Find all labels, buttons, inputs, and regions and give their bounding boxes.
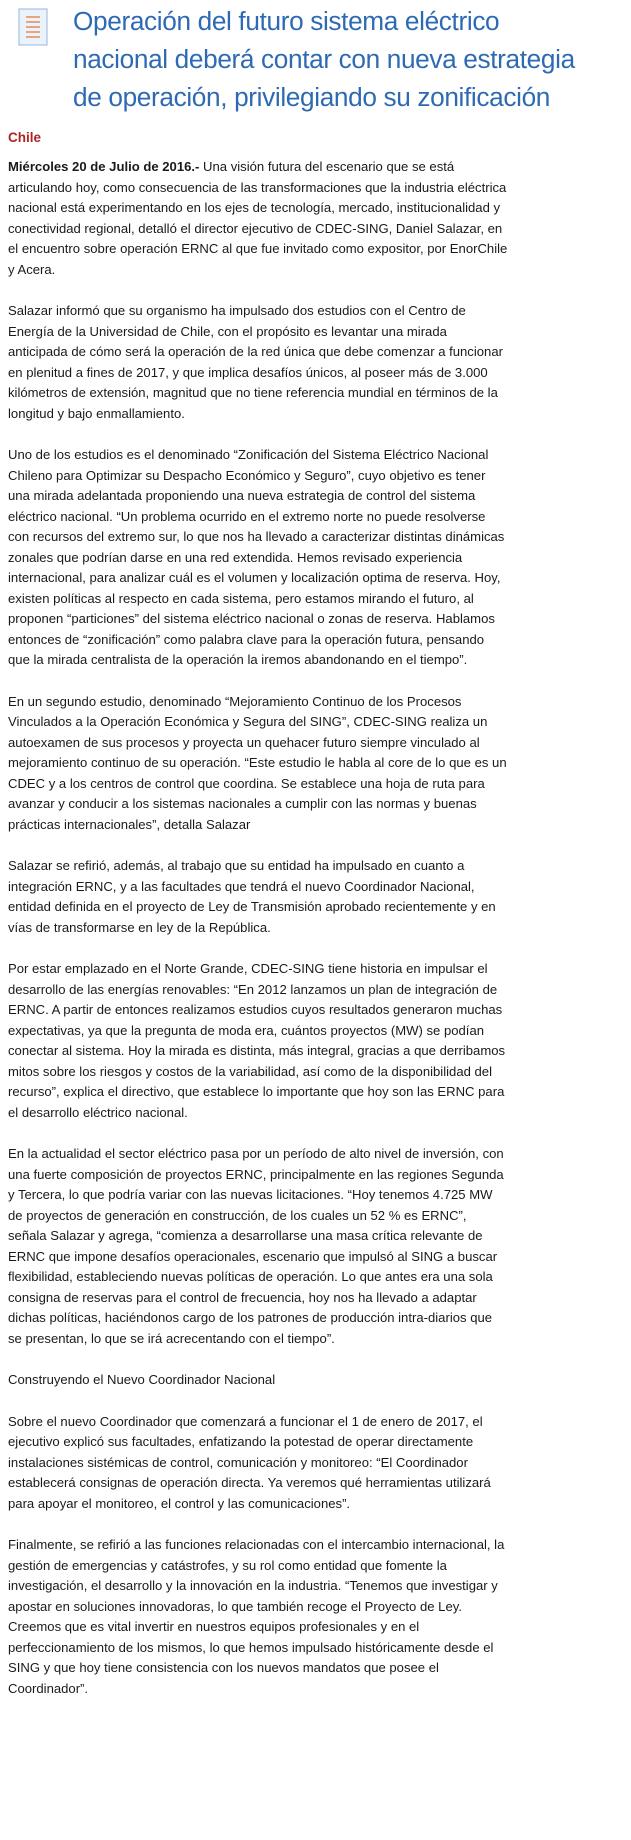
article-dateline: Miércoles 20 de Julio de 2016.- — [8, 159, 200, 174]
country-label: Chile — [8, 130, 42, 145]
title-line: Operación del futuro sistema eléctrico — [73, 6, 500, 36]
section-subheading: Construyendo el Nuevo Coordinador Nacional — [8, 1372, 276, 1387]
page-title — [73, 2, 623, 116]
title-line: nacional deberá contar con nueva estrategia — [73, 44, 575, 74]
paragraph-text: Una visión futura del escenario que se está articulando hoy, como consecuencia de las transformaciones que la industria eléctrica nacional está experimentando en los ejes de tecnología, mercado, institucionalidad y conectividad regional, detalló el director ejecutivo de CDEC-SING, Daniel Salazar, en el encuentro sobre operación ERNC al que fue invitado como expositor, por EnorChile y Acera. — [8, 159, 508, 277]
article-header — [0, 0, 631, 120]
title-line: de operación, privilegiando su zonificación — [73, 82, 551, 112]
article-paragraph: Salazar informó que su organismo ha impulsado dos estudios con el Centro de Energía de la Universidad de Chile, con el propósito es levantar una mirada anticipada de cómo será la operación de la red única que debe comenzar a funcionar en plenitud a fines de 2017, y que implica desafíos únicos, al poseer más de 3.000 kilómetros de extensión, magnitud que no tiene referencia mundial en términos de la longitud y bajo enmallamiento. — [8, 303, 503, 421]
document-icon — [18, 8, 48, 46]
article-body — [8, 157, 508, 1720]
article-paragraph: Finalmente, se refirió a las funciones relacionadas con el intercambio internacional, la gestión de emergencias y catástrofes, y su rol como entidad que fomente la investigación, el desarrollo y la innovación en la industria. “Tenemos que investigar y apostar en soluciones innovadoras, lo que también recoge el Proyecto de Ley. Creemos que es vital invertir en nuestros equipos profesionales y en el perfeccionamiento de los mismos, lo que hemos impulsado históricamente desde el SING y que hoy tiene consistencia con los nuevos mandatos que posee el Coordinador”. — [8, 1537, 505, 1696]
article-paragraph: En un segundo estudio, denominado “Mejoramiento Continuo de los Procesos Vinculados a la Operación Económica y Segura del SING”, CDEC-SING realiza un autoexamen de sus procesos y proyecta un quehacer futuro siempre vinculado al mejoramiento continuo de su operación. “Este estudio le habla al core de lo que es un CDEC y a los centros de control que coordina. Se establece una hoja de ruta para avanzar y conducir a los sistemas nacionales a cumplir con las normas y buenas prácticas internacionales”, detalla Salazar — [8, 693, 507, 832]
article-paragraph: Salazar se refirió, además, al trabajo que su entidad ha impulsado en cuanto a integración ERNC, y a las facultades que tendrá el nuevo Coordinador Nacional, entidad definida en el proyecto de Ley de Transmisión aprobado recientemente y en vías de transformarse en ley de la República. — [8, 858, 496, 935]
article-paragraph: Uno de los estudios es el denominado “Zonificación del Sistema Eléctrico Nacional Chileno para Optimizar su Despacho Económico y Seguro”, cuyo objetivo es tener una mirada adelantada proponiendo una nueva estrategia de control del sistema eléctrico nacional. “Un problema ocurrido en el extremo norte no puede resolverse con recursos del extremo sur, lo que nos ha llevado a caracterizar distintas dinámicas zonales que podrían darse en una red extendida. Hemos revisado experiencia internacional, para analizar cuál es el volumen y localización optima de reserva. Hoy, existen políticas al respecto en cada sistema, pero estamos mirando el futuro, al proponen “particiones” del sistema eléctrico nacional o zonas de reserva. Hablamos entonces de “zonificación” como palabra clave para la operación futura, pensando que la mirada centralista de la operación la iremos abandonando en el tiempo”. — [8, 447, 505, 667]
article-paragraph — [8, 157, 508, 280]
article-paragraph: En la actualidad el sector eléctrico pasa por un período de alto nivel de inversión, con una fuerte composición de proyectos ERNC, principalmente en las regiones Segunda y Tercera, lo que podría variar con las nuevas licitaciones. “Hoy tenemos 4.725 MW de proyectos de generación en construcción, de los cuales un 52 % es ERNC”, señala Salazar y agrega, “comienza a desarrollarse una masa crítica relevante de ERNC que impone desafíos operacionales, escenario que impulsó al SING a buscar flexibilidad, estableciendo nuevas políticas de operación. Lo que antes era una sola consigna de reservas para el control de frecuencia, hoy nos ha llevado a adaptar dichas políticas, haciéndonos cargo de los patrones de producción intra-diarios que se presentan, lo que se irá acrecentando con el tiempo”. — [8, 1146, 504, 1346]
article-paragraph: Por estar emplazado en el Norte Grande, CDEC-SING tiene historia en impulsar el desarrollo de las energías renovables: “En 2012 lanzamos un plan de integración de ERNC. A partir de entonces realizamos estudios cuyos resultados generaron muchas expectativas, ya que la pregunta de moda era, cuántos proyectos (MW) se podían conectar al sistema. Hoy la mirada es distinta, más integral, gracias a que derribamos mitos sobre los riesgos y costos de la variabilidad, así como de la disponibilidad del recurso”, explica el directivo, que establece lo importante que hoy son las ERNC para el desarrollo eléctrico nacional. — [8, 961, 506, 1120]
article-paragraph: Sobre el nuevo Coordinador que comenzará a funcionar el 1 de enero de 2017, el ejecutivo explicó sus facultades, enfatizando la potestad de operar directamente instalaciones sistémicas de control, comunicación y monitoreo: “El Coordinador establecerá consignas de operación directa. Ya veremos qué herramientas utilizará para apoyar el monitoreo, el control y las comunicaciones”. — [8, 1413, 491, 1511]
